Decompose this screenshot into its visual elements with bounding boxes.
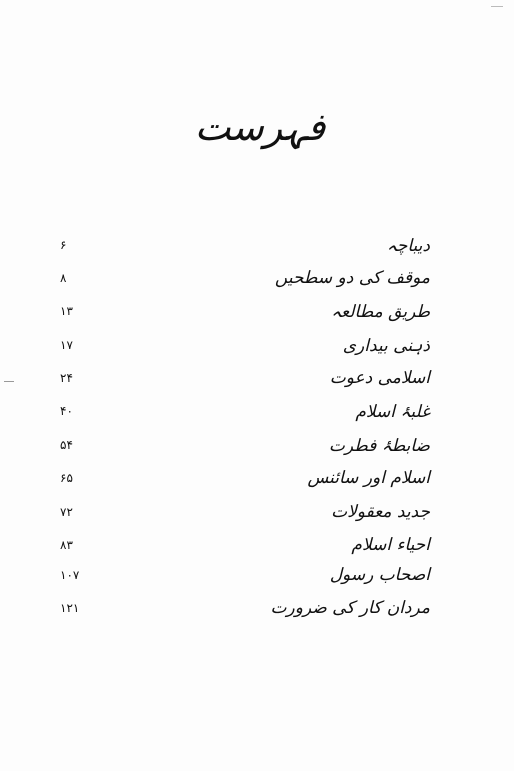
toc-entry-title: طریق مطالعہ bbox=[331, 301, 430, 322]
toc-page-number: ۱۷ bbox=[60, 338, 73, 352]
toc-page-number: ۵۴ bbox=[60, 438, 73, 452]
toc-entry bbox=[60, 433, 430, 457]
toc-entry-title: اصحاب رسول bbox=[329, 565, 430, 585]
toc-entry-title: اسلام اور سائنس bbox=[307, 468, 430, 488]
toc-entry bbox=[60, 366, 430, 390]
toc-entry-title: دیباچہ bbox=[386, 235, 430, 256]
toc-page-number: ۴۰ bbox=[60, 404, 73, 418]
toc-page-number: ۲۴ bbox=[60, 371, 73, 385]
toc-entry-title: ذہنی بیداری bbox=[342, 335, 430, 356]
toc-entry bbox=[60, 299, 430, 323]
toc-entry-title: احیاء اسلام bbox=[351, 535, 430, 555]
toc-entry bbox=[60, 399, 430, 423]
toc-page-number: ۱۰۷ bbox=[60, 568, 80, 582]
toc-page-number: ۱۲۱ bbox=[60, 601, 80, 615]
toc-entry-title: جدید معقولات bbox=[331, 502, 430, 522]
page-title: فہرست bbox=[194, 105, 326, 149]
toc-entry-title: غلبۂ اسلام bbox=[355, 401, 430, 422]
toc-entry-title: مردان کار کی ضرورت bbox=[270, 598, 430, 618]
toc-entry-title: موقف کی دو سطحیں bbox=[274, 268, 430, 288]
toc-entry bbox=[60, 563, 430, 587]
toc-entry bbox=[60, 266, 430, 290]
toc-page-number: ۱۳ bbox=[60, 304, 73, 318]
toc-entry-title: ضابطۂ فطرت bbox=[328, 435, 430, 456]
toc-entry bbox=[60, 466, 430, 490]
toc-page-number: ۶ bbox=[60, 238, 67, 252]
toc-page-number: ۶۵ bbox=[60, 471, 73, 485]
toc-entry bbox=[60, 233, 430, 257]
toc-entry-title: اسلامی دعوت bbox=[329, 368, 430, 388]
toc-page-number: ۷۲ bbox=[60, 505, 73, 519]
toc-page-number: ۸۳ bbox=[60, 538, 73, 552]
toc-entry bbox=[60, 533, 430, 557]
toc-entry bbox=[60, 333, 430, 357]
toc-entry bbox=[60, 596, 430, 620]
toc-entry bbox=[60, 500, 430, 524]
toc-page-number: ۸ bbox=[60, 271, 67, 285]
